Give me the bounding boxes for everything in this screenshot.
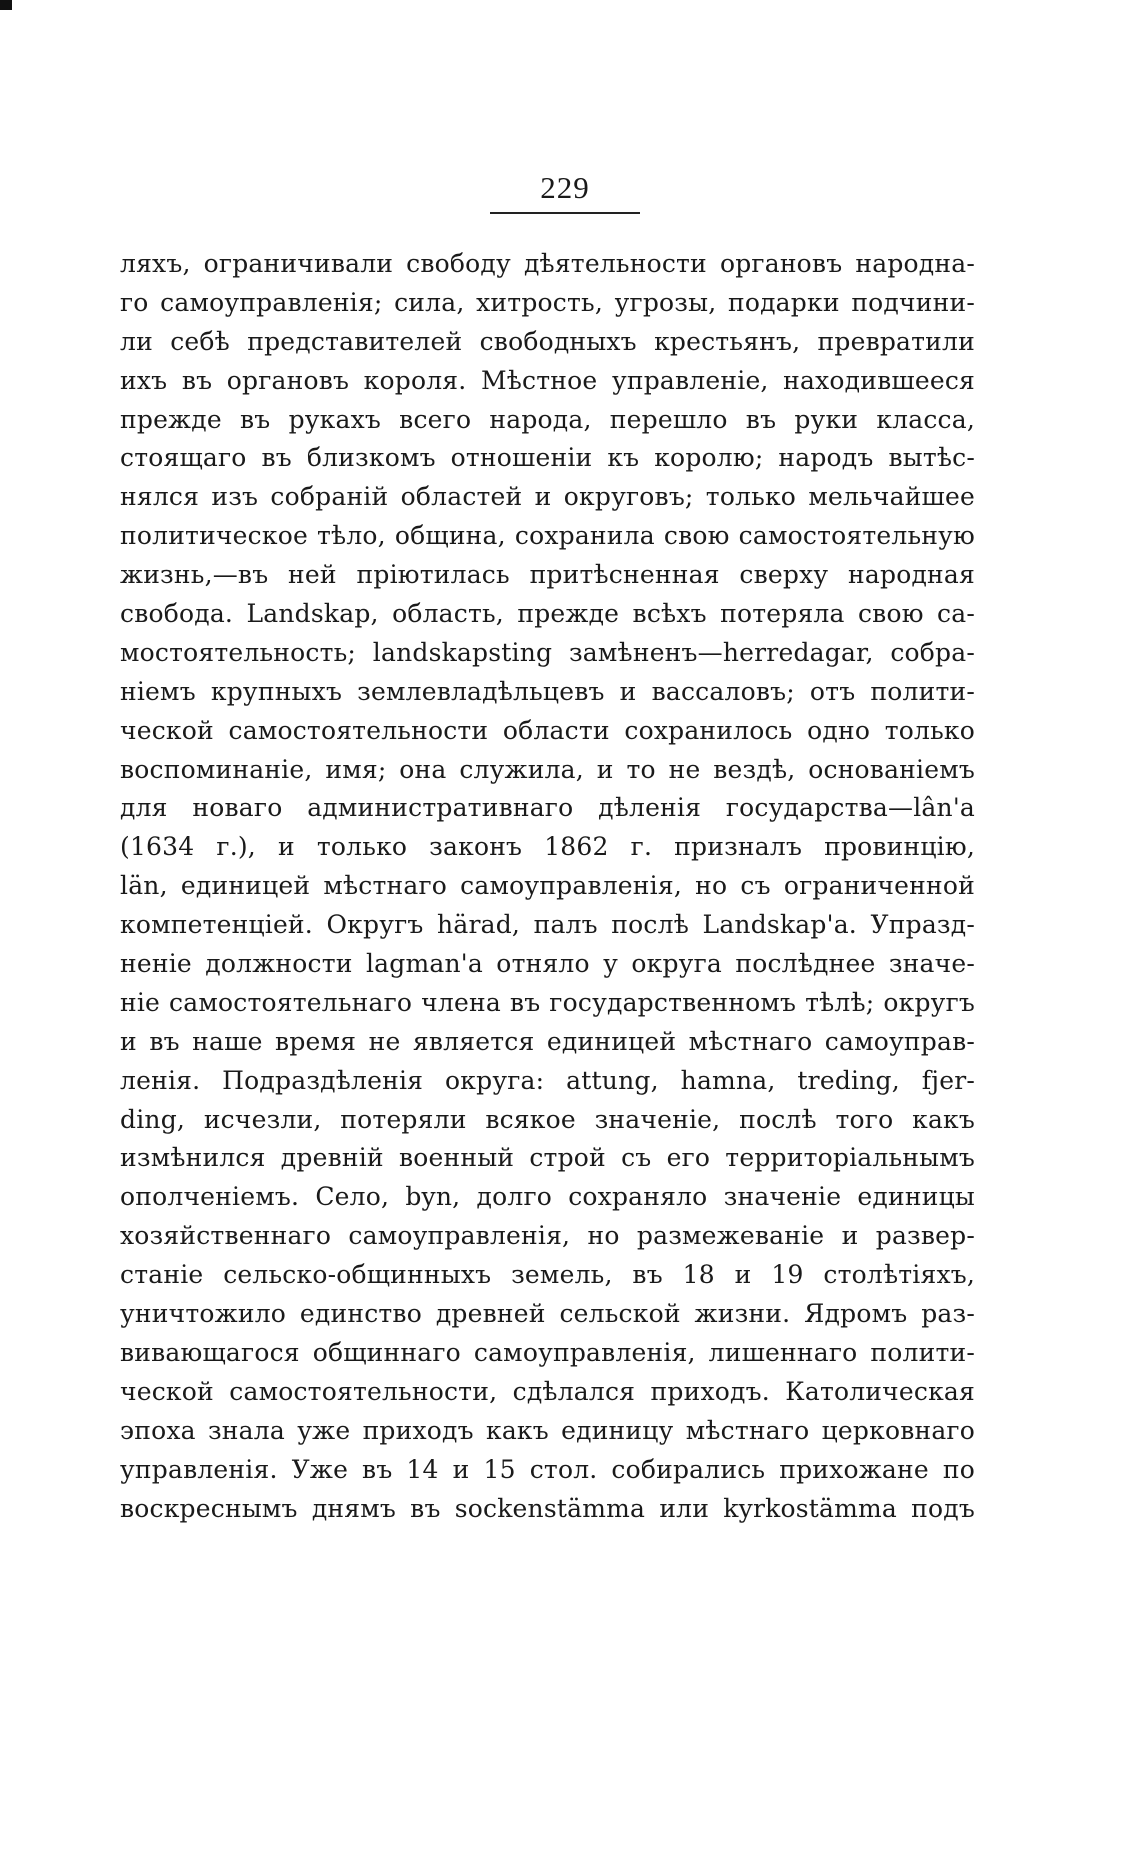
text-line: эпоха знала уже приходъ какъ единицу мѣстнаго церковнаго [120, 1415, 975, 1445]
text-line: ніе самостоятельнаго члена въ государственномъ тѣлѣ; округъ [120, 987, 975, 1017]
body-text [120, 245, 975, 1528]
text-line: (1634 г.), и только законъ 1862 г. призналъ провинцію, [120, 832, 975, 862]
text-line: ополченіемъ. Село, byn, долго сохраняло значеніе единицы [120, 1182, 975, 1212]
page-number: 229 [540, 170, 590, 205]
text-line: го самоуправленія; сила, хитрость, угрозы, подарки подчини- [120, 287, 975, 317]
text-line: для новаго административнаго дѣленія государства—lân'а [120, 793, 975, 823]
text-line: нялся изъ собраній областей и округовъ; только мельчайшее [120, 482, 975, 512]
text-line: измѣнился древній военный строй съ его территоріальнымъ [120, 1143, 975, 1173]
header-rule [490, 212, 640, 214]
text-line: станіе сельско-общинныхъ земель, въ 18 и 19 столѣтіяхъ, [120, 1260, 975, 1290]
text-line: уничтожило единство древней сельской жизни. Ядромъ раз- [120, 1299, 975, 1329]
text-line: мостоятельность; landskapsting замѣненъ—herredagar, собра- [120, 637, 975, 667]
text-line: län, единицей мѣстнаго самоуправленія, но съ ограниченной [120, 871, 975, 901]
text-line: ляхъ, ограничивали свободу дѣятельности органовъ народна- [120, 249, 975, 278]
text-line: воспоминаніе, имя; она служила, и то не вездѣ, основаніемъ [120, 754, 975, 784]
text-line: ли себѣ представителей свободныхъ крестьянъ, превратили [120, 326, 975, 356]
text-line: прежде въ рукахъ всего народа, перешло въ руки класса, [120, 404, 975, 434]
text-line: ніемъ крупныхъ землевладѣльцевъ и вассаловъ; отъ полити- [120, 676, 975, 706]
text-line: хозяйственнаго самоуправленія, но размежеваніе и развер- [120, 1221, 975, 1251]
text-line: политическое тѣло, община, сохранила свою самостоятельную [120, 521, 975, 551]
scan-corner-mark [0, 0, 12, 10]
text-line: ческой самостоятельности области сохранилось одно только [120, 715, 975, 745]
text-line: компетенціей. Округъ härad, палъ послѣ Landskap'а. Упразд- [120, 910, 975, 940]
text-line: ихъ въ органовъ короля. Мѣстное управленіе, находившееся [120, 365, 975, 395]
page-header [490, 170, 640, 214]
text-line: воскреснымъ днямъ въ sockenstämma или kyrkostämma подъ [120, 1493, 975, 1523]
text-line: ding, исчезли, потеряли всякое значеніе, послѣ того какъ [120, 1104, 975, 1134]
text-line: жизнь,—въ ней пріютилась притѣсненная сверху народная [120, 560, 975, 590]
text-line: вивающагося общиннаго самоуправленія, лишеннаго полити- [120, 1337, 975, 1367]
text-line: стоящаго въ близкомъ отношеніи къ королю; народъ вытѣс- [120, 443, 975, 473]
text-line: неніе должности lagman'а отняло у округа послѣднее значе- [120, 949, 975, 979]
text-line: и въ наше время не является единицей мѣстнаго самоуправ- [120, 1026, 975, 1056]
text-line: свобода. Landskap, область, прежде всѣхъ потеряла свою са- [120, 599, 975, 629]
text-line: ческой самостоятельности, сдѣлался приходъ. Католическая [120, 1376, 975, 1406]
text-line: управленія. Уже въ 14 и 15 стол. собирались прихожане по [120, 1454, 975, 1484]
text-line: ленія. Подраздѣленія округа: attung, hamna, treding, fjer- [120, 1065, 975, 1095]
